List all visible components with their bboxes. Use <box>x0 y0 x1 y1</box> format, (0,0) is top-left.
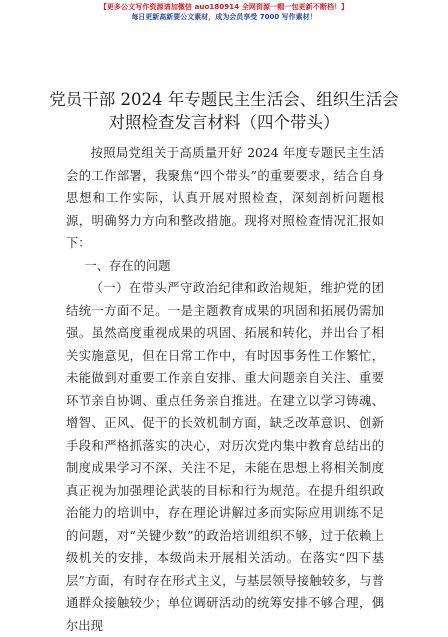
banner-promo-line: 【更多公文写作资源请加微信 auo180914 全网资源一帽一包更新不断档！】 <box>99 3 349 11</box>
title-line-2: 对照检查发言材料（四个带头） <box>108 113 340 132</box>
document-body <box>66 142 384 637</box>
body-paragraph: （一）在带头严守政治纪律和政治规矩，维护党的团结统一方面不足。一是主题教育成果的巩固和拓展仍需加强。虽然高度重视成果的巩固、拓展和转化，并出台了相关实施意见，但在日常工作中，有时因事务性工作繁忙，未能做到对重要工作亲自安排、重大问题亲自关注、重要环节亲自协调、重点任务亲自推进。在建立以学习铸魂、增智、正风、促干的长效机制方面，缺乏改革意识、创新手段和严格抓落实的决心，对历次党内集中教育总结出的制度成果学习不深、关注不足，未能在思想上将相关制度真正视为加强理论武装的目标和行为规范。在提升组织政治能力的培训中，存在理论讲解过多而实际应用训练不足的问题，对“关键少数”的政治培训组织不够，过于依赖上级机关的安排，本级尚未开展相关活动。在落实“四下基层”方面，有时存在形式主义，与基层领导接触较多，与普通群众接触较少；单位调研活动的统筹安排不够合理，偶尔出现 <box>66 281 384 633</box>
banner-membership-line: 每日更新高新要公文素材，成为会员享受 7000 写作素材！ <box>131 13 317 21</box>
document-title <box>0 88 448 134</box>
title-line-1: 党员干部 2024 年专题民主生活会、组织生活会 <box>49 90 399 109</box>
intro-paragraph: 按照局党组关于高质量开好 2024 年度专题民主生活会的工作部署，我聚焦“四个带头”的重要要求，结合自身思想和工作实际，认真开展对照检查，深刻剖析问题根源，明确努力方向和整改措施。现将对照检查情况汇报如下： <box>66 146 384 250</box>
section-heading: 一、存在的问题 <box>84 258 171 273</box>
header-banner <box>0 2 448 22</box>
